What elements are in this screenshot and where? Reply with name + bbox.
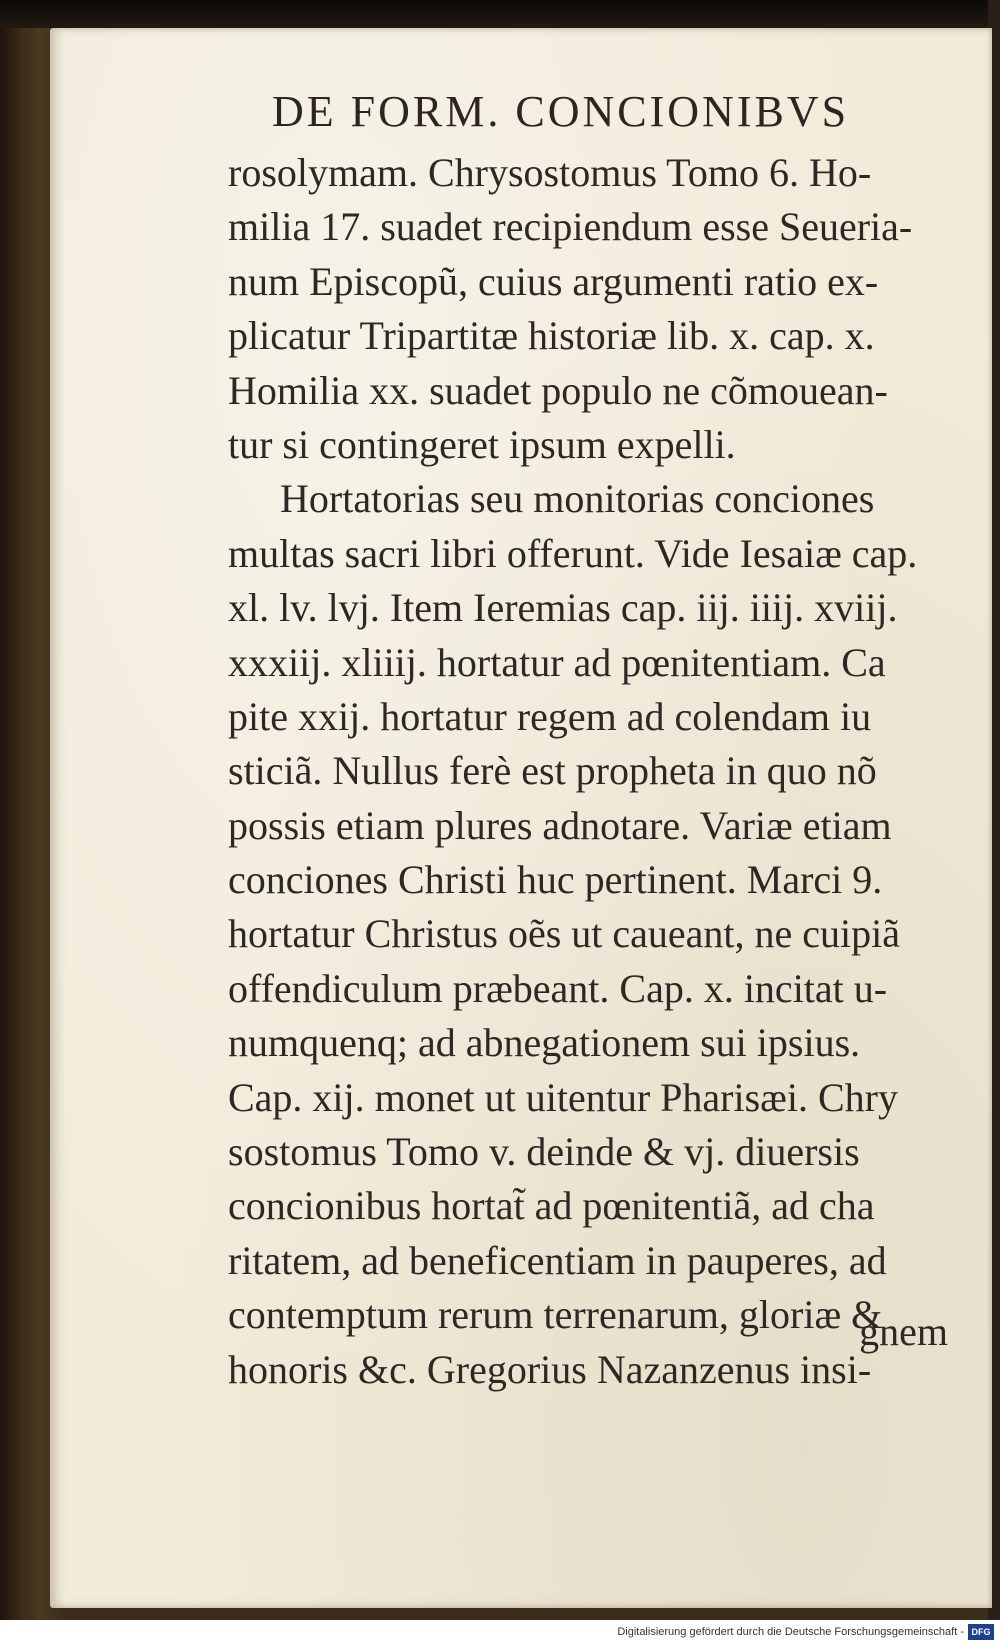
text-line: ritatem, ad beneficentiam in pauperes, ad [228, 1237, 887, 1283]
footer [0, 1620, 1000, 1649]
text-line: xxxiij. xliiij. hortatur ad pœnitentiam. Ca [228, 639, 886, 685]
text-line: contemptum rerum terrenarum, gloriæ & [228, 1292, 883, 1338]
text-line: tur si contingeret ipsum expelli. [228, 421, 736, 467]
running-head: DE FORM. CONCIONIBVS [272, 87, 850, 136]
text-line: sostomus Tomo v. deinde & vj. diuersis [228, 1129, 860, 1175]
body-text [228, 146, 950, 1397]
text-line: plicatur Tripartitæ historiæ lib. x. cap. x. [228, 313, 875, 359]
text-line: num Episcopũ, cuius argumenti ratio ex- [228, 258, 879, 304]
text-line: multas sacri libri offerunt. Vide Iesaiæ cap. [228, 530, 918, 576]
text-line: Homilia xx. suadet populo ne cõmouean- [228, 367, 888, 413]
text-line: conciones Christi huc pertinent. Marci 9. [228, 857, 883, 903]
footer-credit: Digitalisierung gefördert durch die Deutsche Forschungsgemeinschaft - [617, 1626, 964, 1638]
text-line: honoris &c. Gregorius Nazanzenus insi- [228, 1346, 872, 1392]
text-line: rosolymam. Chrysostomus Tomo 6. Ho- [228, 150, 872, 195]
paragraph-start-line: Hortatorias seu monitorias conciones [280, 476, 875, 522]
text-line: concionibus hortat̃ ad pœnitentiã, ad cha [228, 1183, 875, 1229]
text-line: Cap. xij. monet ut uitentur Pharisæi. Chry [228, 1074, 898, 1120]
scan-top-edge [0, 0, 1000, 28]
text-line: xl. lv. lvj. Item Ieremias cap. iij. iiij. xviij. [228, 585, 898, 631]
text-line: milia 17. suadet recipiendum esse Seueria- [228, 204, 913, 250]
dfg-logo: DFG [968, 1624, 994, 1640]
text-line: numquenq; ad abnegationem sui ipsius. [228, 1020, 861, 1066]
text-line: hortatur Christus oẽs ut caueant, ne cuipiã [228, 911, 901, 957]
text-line: offendiculum præbeant. Cap. x. incitat u- [228, 965, 888, 1011]
text-line: possis etiam plures adnotare. Variæ etiam [228, 802, 892, 848]
text-line: pite xxij. hortatur regem ad colendam iu [228, 693, 872, 739]
text-line: sticiã. Nullus ferè est propheta in quo nõ [228, 748, 877, 794]
catchword: gnem [859, 1309, 948, 1354]
